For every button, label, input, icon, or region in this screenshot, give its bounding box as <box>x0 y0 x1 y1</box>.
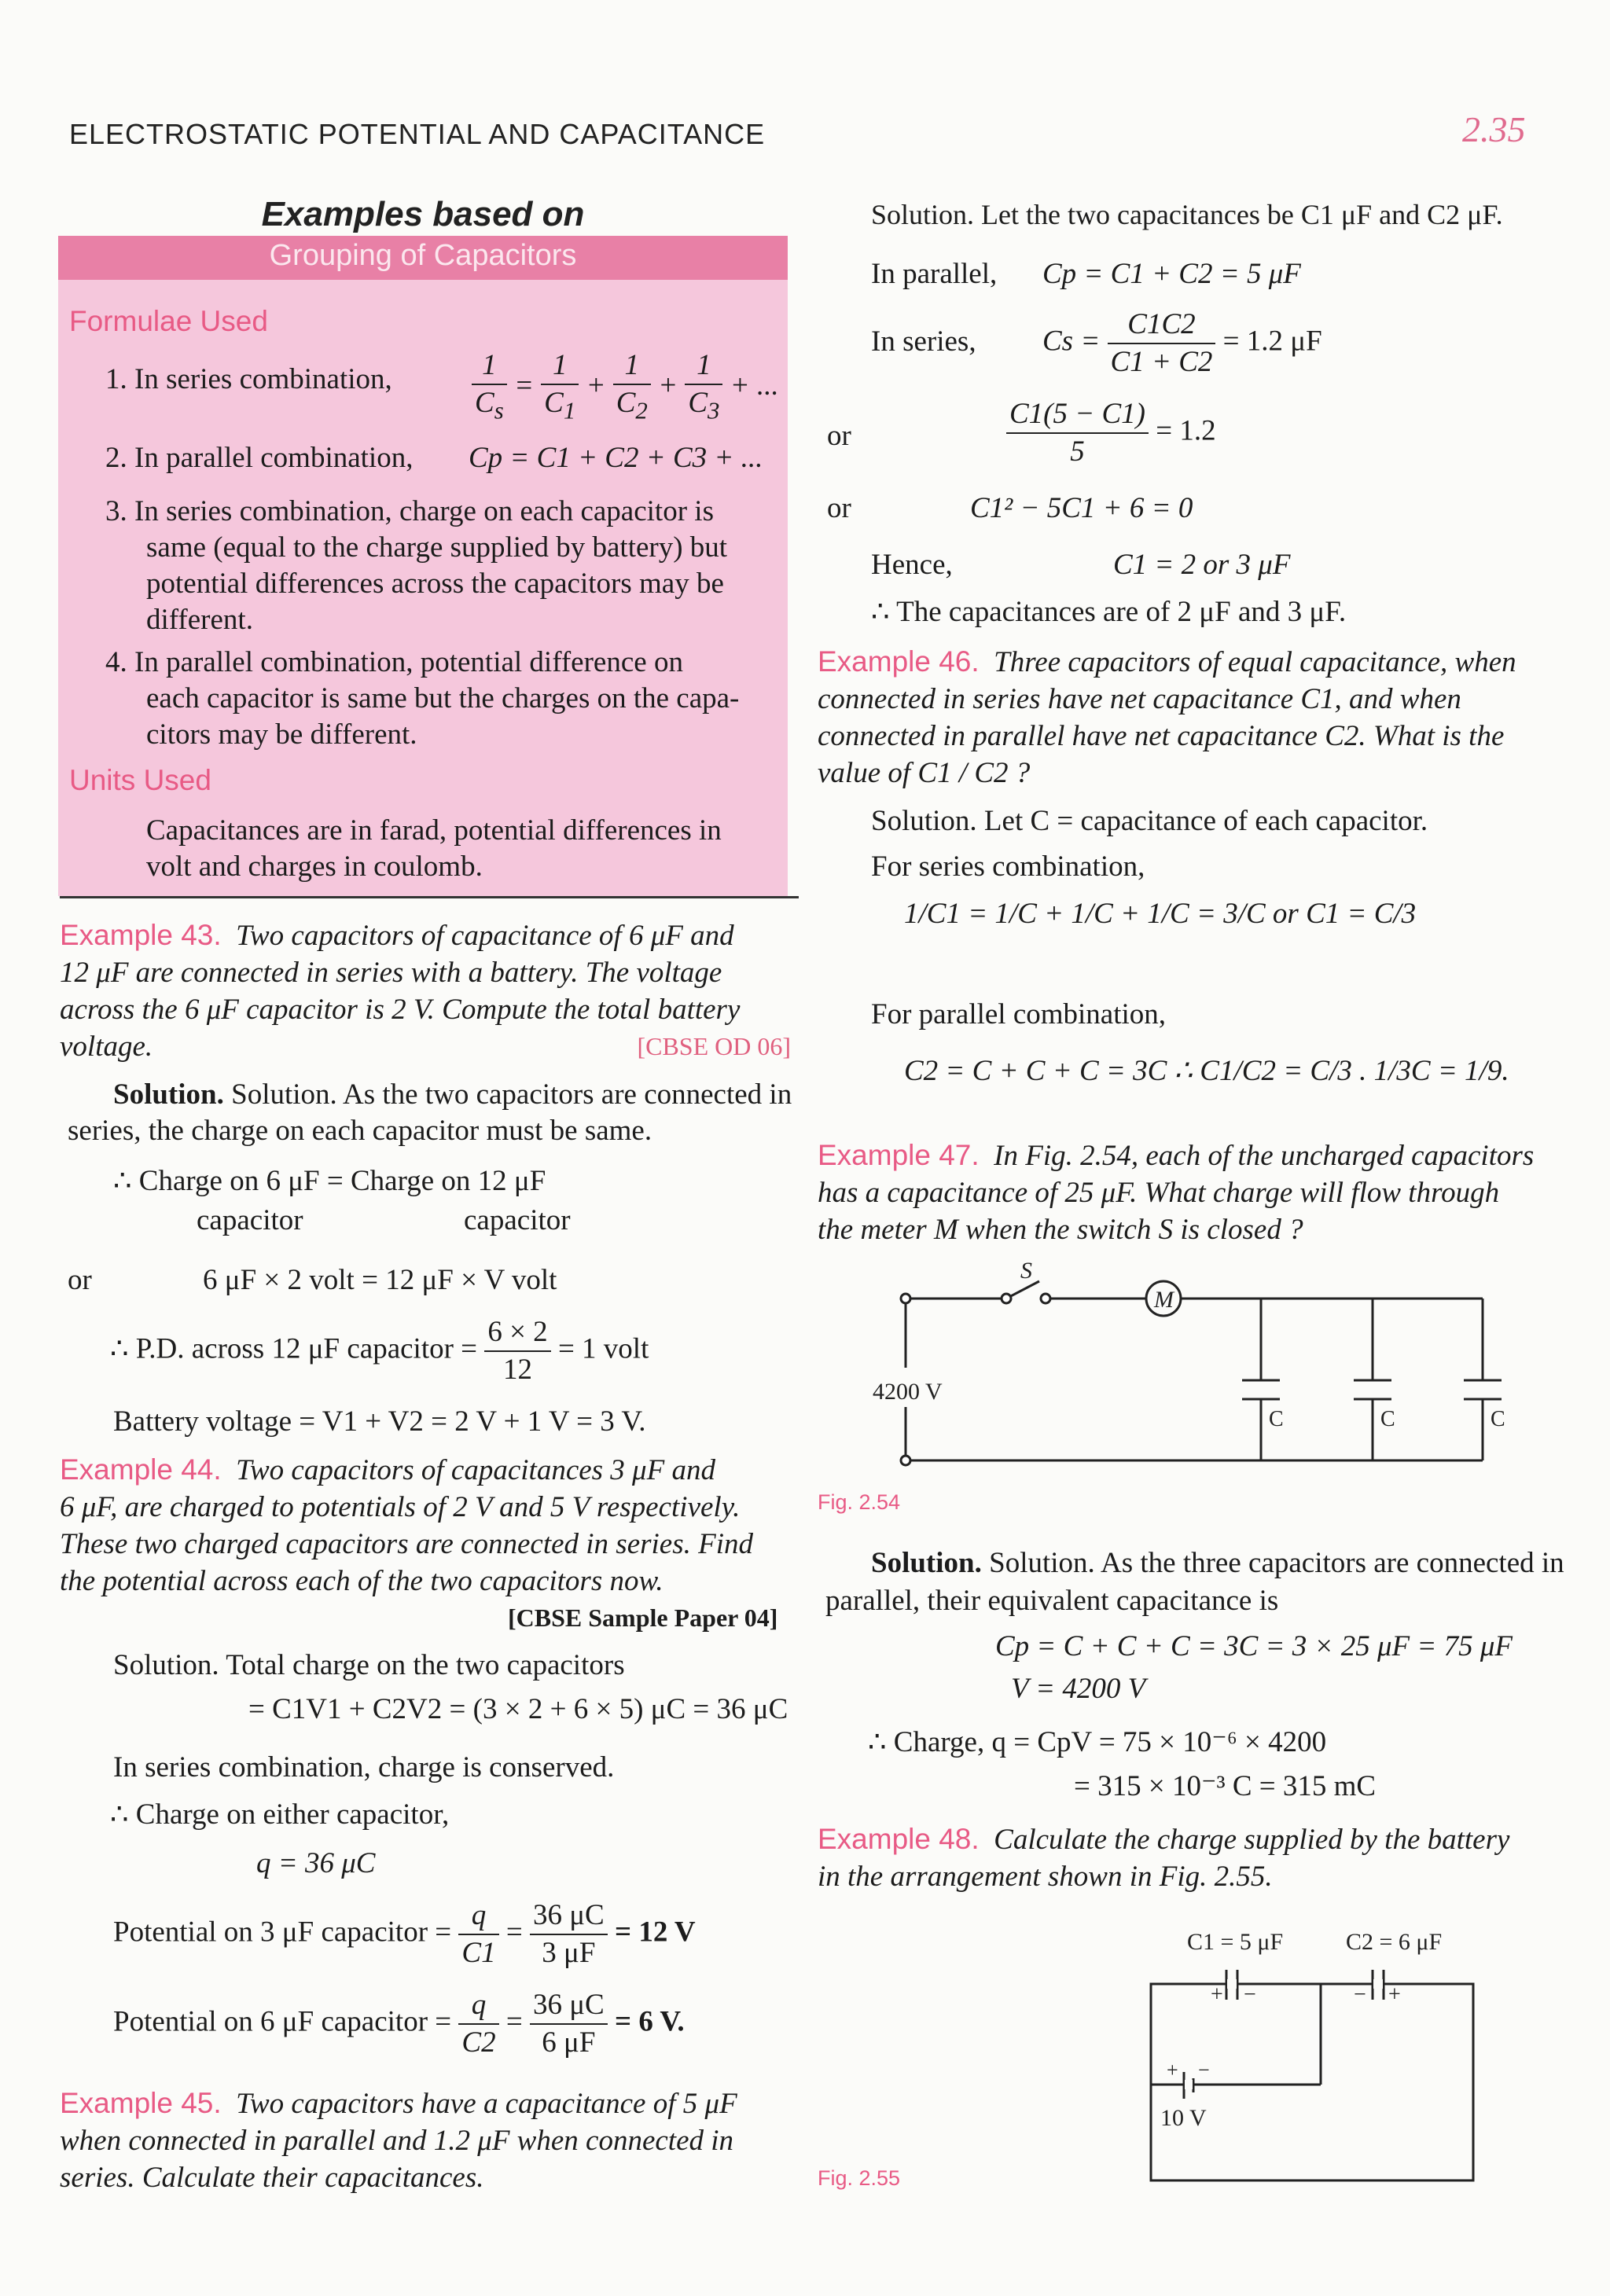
section-rule <box>60 896 799 898</box>
formula-2-equation: Cp = C1 + C2 + C3 + ... <box>469 442 763 474</box>
example-44-step-7: Potential on 6 μF capacitor = $\frac{q}{C2}$ = $\frac{36 \mu C}{6 \mu F}$ = 6 V. <box>113 1989 685 2059</box>
example-45-p3-eq: $\frac{C1(5 - C1)}{5}$ = 1.2 <box>1006 396 1216 470</box>
example-43-solution-2: series, the charge on each capacitor must be same. <box>68 1115 652 1147</box>
example-44-source: [CBSE Sample Paper 04] <box>508 1604 778 1632</box>
fig-2-55-c1: C1 = 5 μF <box>1187 1929 1284 1955</box>
svg-text:−: − <box>1354 1982 1366 2007</box>
example-46-step-3: 1/C1 = 1/C + 1/C + 1/C = 3/C or C1 = C/3 <box>904 898 1417 930</box>
example-47-question: Example 47. In Fig. 2.54, each of the uncharged capacitors has a capacitance of 25 μF. What charge will flow through the meter M when the switch S is closed ? <box>818 1139 1535 1246</box>
example-45-p6: ∴ The capacitances are of 2 μF and 3 μF. <box>871 596 1347 628</box>
example-45-p5-eq: C1 = 2 or 3 μF <box>1113 549 1291 581</box>
example-46-question: Example 46. Three capacitors of equal capacitance, when connected in series have net capacitance C1, and when connected in parallel have net capacitance C2. What is the value of C1 / C2 ? <box>818 645 1516 789</box>
example-47-eq-3: ∴ Charge, q = CpV = 75 × 10⁻⁶ × 4200 <box>868 1726 1327 1758</box>
example-43-question: Example 43. Two capacitors of capacitance of 6 μF and 12 μF are connected in series with a battery. The voltage across the 6 μF capacitor is 2 V. Compute the total battery voltage. [CBSE OD 06] <box>60 919 791 1063</box>
example-44-question: Example 44. Two capacitors of capacitances 3 μF and 6 μF, are charged to potentials of 2 V and 5 V respectively. These two charged capacitors are connected in series. Find the potential across each of the two capacitors now. <box>60 1453 754 1597</box>
example-45-question: Example 45. Two capacitors have a capacitance of 5 μF when connected in parallel and 1.2 μF when connected in series. Calculate their capacitances. <box>60 2087 737 2194</box>
example-43-step-4: Battery voltage = V1 + V2 = 2 V + 1 V = 3 V. <box>113 1405 646 1438</box>
formula-1-equation: $\frac{1}{C_s}$ = $\frac{1}{C_1}$ + $\frac{1}{C_2}$ + $\frac{1}{C_3}$ + ... <box>472 347 779 428</box>
example-47-eq-1: Cp = C + C + C = 3C = 3 × 25 μF = 75 μF <box>995 1630 1513 1662</box>
box-subtitle: Grouping of Capacitors <box>269 239 577 272</box>
units-text: Capacitances are in farad, potential differences in volt and charges in coulomb. <box>146 814 722 883</box>
svg-text:+: + <box>1167 2059 1178 2081</box>
fig-2-54-meter: M <box>1154 1287 1174 1313</box>
fig-2-54-caption: Fig. 2.54 <box>818 1490 901 1514</box>
page-number: 2.35 <box>1462 109 1526 149</box>
example-44-step-4: ∴ Charge on either capacitor, <box>110 1798 450 1831</box>
example-45-solution: Solution. Let the two capacitances be C1 μF and C2 μF. <box>871 199 1503 230</box>
fig-2-54-cap-2: C <box>1380 1407 1395 1431</box>
example-45-p2-label: In series, <box>871 325 976 358</box>
example-44-step-6: Potential on 3 μF capacitor = $\frac{q}{C1}$ = $\frac{36 \mu C}{3 \mu F}$ = 12 V <box>113 1899 696 1969</box>
example-45-p5-label: Hence, <box>871 549 953 581</box>
fig-2-54-voltage: 4200 V <box>873 1379 943 1405</box>
fig-2-55-c2: C2 = 6 μF <box>1346 1929 1443 1955</box>
example-44-step-3: In series combination, charge is conserved. <box>113 1751 615 1784</box>
example-46-step-5: C2 = C + C + C = 3C ∴ C1/C2 = C/3 . 1/3C = 1/9. <box>904 1055 1509 1087</box>
example-46-step-1: Solution. Let C = capacitance of each capacitor. <box>871 805 1428 837</box>
example-43-step-1c: capacitor <box>464 1204 571 1236</box>
formula-2-label: 2. In parallel combination, <box>105 442 414 474</box>
example-47-eq-2: V = 4200 V <box>1011 1673 1146 1705</box>
example-43-step-1b: capacitor <box>197 1204 303 1236</box>
fig-2-54-cap-1: C <box>1269 1407 1284 1431</box>
example-46-step-2: For series combination, <box>871 850 1145 883</box>
svg-text:+: + <box>1211 1982 1223 2007</box>
example-43-or: or <box>68 1264 92 1296</box>
example-44-step-5: q = 36 μC <box>256 1847 376 1879</box>
example-47-eq-4: = 315 × 10⁻³ C = 315 mC <box>1074 1770 1377 1802</box>
example-45-p1-label: In parallel, <box>871 258 998 290</box>
fig-2-55-caption: Fig. 2.55 <box>818 2166 901 2190</box>
example-43-solution-1: Solution. Solution. As the two capacitors are connected in <box>113 1078 792 1111</box>
svg-text:+: + <box>1388 1982 1401 2007</box>
example-48-question: Example 48. Calculate the charge supplied by the battery in the arrangement shown in Fig. 2.55. <box>818 1823 1510 1893</box>
formula-3: 3. In series combination, charge on each capacitor is same (equal to the charge supplied by battery) but potential differences across the capacitors may be different. <box>105 495 728 636</box>
example-44-step-2: = C1V1 + C2V2 = (3 × 2 + 6 × 5) μC = 36 μC <box>248 1693 788 1725</box>
example-46-step-4: For parallel combination, <box>871 998 1167 1030</box>
formulae-heading: Formulae Used <box>69 305 268 337</box>
example-45-p2-eq: Cs = $\frac{C1C2}{C1 + C2}$ = 1.2 μF <box>1042 308 1322 378</box>
example-43-step-2: 6 μF × 2 volt = 12 μF × V volt <box>203 1264 557 1296</box>
example-43-step-1: ∴ Charge on 6 μF = Charge on 12 μF <box>113 1165 546 1197</box>
fig-2-54-switch: S <box>1020 1258 1032 1284</box>
formula-1-label: 1. In series combination, <box>105 363 392 395</box>
fig-2-55-battery: 10 V <box>1160 2105 1207 2131</box>
box-title: Examples based on <box>261 195 585 233</box>
svg-text:−: − <box>1244 1982 1256 2007</box>
example-44-step-1: Solution. Total charge on the two capacitors <box>113 1649 625 1681</box>
running-header: ELECTROSTATIC POTENTIAL AND CAPACITANCE <box>69 118 766 150</box>
example-45-or-2: or <box>827 492 851 524</box>
example-45-p4-eq: C1² − 5C1 + 6 = 0 <box>970 492 1193 524</box>
figure-2-55-circuit <box>1132 1918 1494 2201</box>
example-45-p1-eq: Cp = C1 + C2 = 5 μF <box>1042 258 1301 290</box>
example-45-or-1: or <box>827 420 851 452</box>
svg-text:−: − <box>1198 2059 1210 2081</box>
formula-4: 4. In parallel combination, potential difference on each capacitor is same but the charges on the capa- citors may be different. <box>105 646 740 751</box>
units-heading: Units Used <box>69 764 211 796</box>
fig-2-54-cap-3: C <box>1491 1407 1505 1431</box>
example-47-solution-1: Solution. Solution. As the three capacitors are connected in <box>871 1547 1564 1579</box>
example-43-step-3: ∴ P.D. across 12 μF capacitor = $\frac{6 \times 2}{12}$ = 1 volt <box>110 1316 649 1386</box>
figure-2-54-circuit <box>857 1250 1533 1486</box>
example-47-solution-2: parallel, their equivalent capacitance is <box>825 1585 1279 1617</box>
